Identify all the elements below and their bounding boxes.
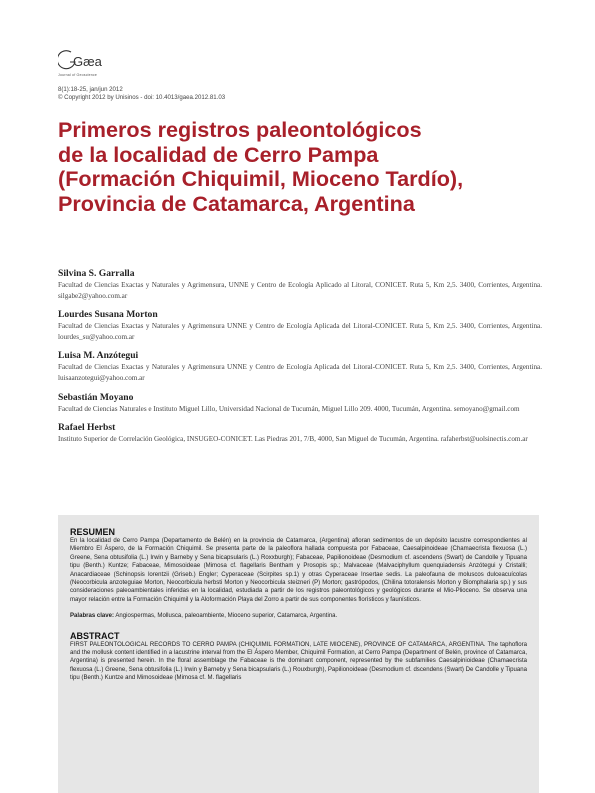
author-entry [58, 392, 542, 415]
keywords-text: Angiospermas, Mollusca, paleoambiente, Mioceno superior, Catamarca, Argentina. [114, 613, 338, 620]
title-line: (Formación Chiquimil, Mioceno Tardío), [58, 166, 464, 192]
copyright-line: © Copyright 2012 by Unisinos - doi: 10.4013/gaea.2012.81.03 [58, 94, 226, 102]
author-entry [58, 268, 542, 301]
keywords-label: Palabras clave: [70, 613, 115, 620]
resumen-text: En la localidad de Cerro Pampa (Departamento de Belén) en la provincia de Catamarca, (Argentina) afloran sedimentos de un depósito lacustre correspondientes al Miembro El Áspero, de la Formación Chiquimil. Se presenta parte de la paleoflora hallada compuesta por Fabaceae, Caesalpinoideae (Chamaecrista flexuosa (L.) Greene, Sena obtusifolia (L.) Irwin y Barneby y Sena bicapsularis (L.) Roxxburgh); Fabaceae, Papilionoideae (Desmodium cf. ascendens (Swart) de Candolle y Tipuana tipu (Benth.) Kuntze; Fabaceae, Mimosoideae (Mimosa cf. flagellaris Bentham y Prosopis sp.; Malvaceae (Malvaciphyllum quenquiadensis Anzótegui y Cristalli; Anacardiaceae (Schinopsis lorentzii (Griseb.) Engler; Cyperaceae (Scirpites sp.1) y otras Cyperaceae Insertae sedis. La paleofauna de moluscos dulceacuícolas (Neocorbicula anzoteguiae Morton, Neocorbicula herbsti Morton y Neocorbicula steizneri (P) Morton; gastrópodos, (Chilina totoralensis Morton y Biomphalaria sp.) y sus consideraciones paleoambientales inferidas en la localidad, estudiada a partir de los registros paleontológicos y geológicos durante el Mio-Plioceno. Se observa una mayor relación entre la Formación Chiquimil y la Aloformación Playa del Zorro a partir de sus componentes florísticos y faunísticos. [70, 538, 527, 603]
abstract-heading: ABSTRACT [70, 630, 120, 641]
keywords-line [70, 612, 527, 620]
author-affiliation: Facultad de Ciencias Exactas y Naturales y Agrimensura UNNE y Centro de Ecología Aplicada del Litoral-CONICET. Ruta 5, Km 2,5. 3400, Corrientes, Argentina. lourdes_su@yahoo.com.ar [58, 322, 542, 341]
author-entry [58, 350, 542, 383]
issue-line: 8(1):18-25, jan/jun 2012 [58, 86, 123, 93]
author-affiliation: Instituto Superior de Correlación Geológica, INSUGEO-CONICET. Las Piedras 201, 7/B, 4000, San Miguel de Tucumán, Argentina. rafaherbst@uolsinectis.com.ar [58, 435, 528, 444]
author-name: Lourdes Susana Morton [58, 309, 158, 321]
author-list [58, 268, 542, 453]
title-line: Primeros registros paleontológicos [58, 117, 422, 142]
author-affiliation: Facultad de Ciencias Exactas y Naturales y Agrimensura UNNE y Centro de Ecología Aplicada del Litoral-CONICET. Ruta 5, Km 2,5. 3400, Corrientes, Argentina. luisaanzotegui@yahoo.com.ar [58, 363, 542, 382]
article-title [58, 118, 558, 216]
abstract-text: FIRST PALEONTOLOGICAL RECORDS TO CERRO PAMPA (CHIQUIMIL FORMATION, LATE MIOCENE), PROVINCE OF CATAMARCA, ARGENTINA. The taphoflora and the mollusk content identified in a lacustrine interval from the El Áspero Member, Chiquimil Formation, at Cerro Pampa (Department of Belén, province of Catamarca, Argentina) is presented herein. In the floral assemblage the Fabaceae is the dominant component, represented by the subfamilies Caesalpinioideae (Chamaecrista flexuosa (L.) Greene, Sena obtusifolia (L.) Irwin y Barneby y Sena bicapsularis (L.) Rouxburgh), Papilionoideae (Desmodium cf. dscendens (Swart) De Candolle y Tipuana tipu (Benth.) Kuntze and Mimosoideae (Mimosa cf. M. flagellaris [70, 641, 527, 682]
author-name: Silvina S. Garralla [58, 268, 135, 279]
author-entry [58, 422, 542, 445]
author-name: Luisa M. Anzótegui [58, 350, 139, 362]
title-line: de la localidad de Cerro Pampa [58, 141, 379, 167]
title-line: Provincia de Catamarca, Argentina [58, 190, 415, 216]
gaea-logo-icon [58, 48, 108, 72]
journal-logo [58, 48, 118, 82]
author-affiliation: Facultad de Ciencias Exactas y Naturales y Agrimensura, UNNE y Centro de Ecología Aplicado al Litoral, CONICET. Ruta 5, Km 2,5. 3400, Corrientes, Argentina. silgabe2@yahoo.com.ar [58, 281, 542, 300]
author-name: Rafael Herbst [58, 422, 116, 434]
abstract-box [58, 515, 539, 793]
issue-metadata [58, 86, 225, 102]
author-name: Sebastián Moyano [58, 391, 134, 403]
author-entry [58, 309, 542, 342]
author-affiliation: Facultad de Ciencias Naturales e Instituto Miguel Lillo, Universidad Nacional de Tucumán, Miguel Lillo 209. 4000, Tucumán, Argentina. semoyano@gmail.com [58, 404, 520, 413]
logo-text: Gæa [73, 54, 102, 69]
resumen-heading: RESUMEN [70, 527, 116, 537]
logo-subtitle: Journal of Geoscience [58, 73, 98, 77]
